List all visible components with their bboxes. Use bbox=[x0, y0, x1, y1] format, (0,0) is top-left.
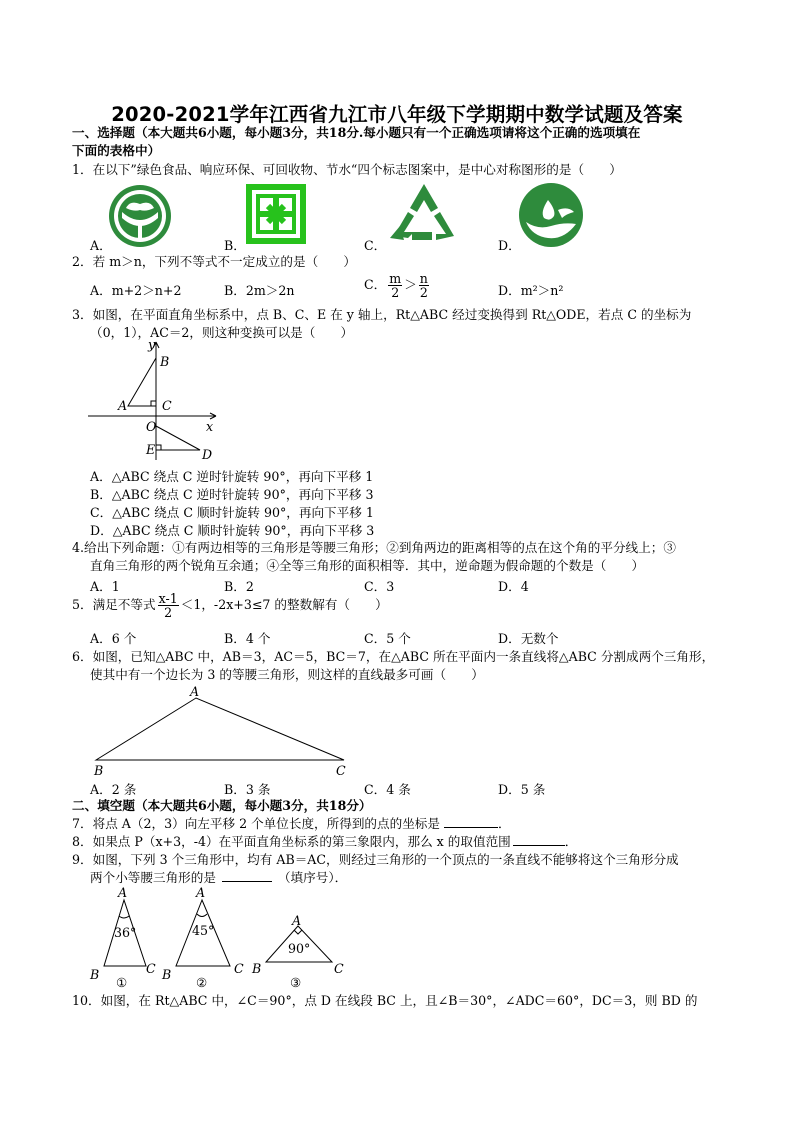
q5-fraction bbox=[158, 592, 179, 619]
q3-option-d[interactable]: D．△ABC 绕点 C 顺时针旋转 90°，再向下平移 3 bbox=[90, 523, 375, 538]
q2-option-a[interactable]: A．m+2＞n+2 bbox=[90, 283, 182, 298]
q9-line2-a: 两个小等腰三角形的是 bbox=[90, 870, 216, 885]
q3-label-c: C bbox=[162, 398, 172, 413]
q9-t1-label-a: A bbox=[118, 885, 128, 900]
q5-option-c[interactable]: C．5 个 bbox=[364, 631, 411, 646]
q1-text: 1．在以下”绿色食品、响应环保、可回收物、节水“四个标志图案中，是中心对称图形的是（ ） bbox=[72, 162, 622, 177]
q6-line2: 使其中有一个边长为 3 的等腰三角形，则这样的直线最多可画（ ） bbox=[90, 667, 484, 682]
q4-option-c[interactable]: C．3 bbox=[364, 579, 395, 594]
recycle-environment-logo bbox=[246, 184, 306, 244]
q4-option-a[interactable]: A．1 bbox=[90, 579, 120, 594]
q9-t2-label-a: A bbox=[196, 885, 206, 900]
q3-label-o: O bbox=[146, 419, 157, 434]
q5-option-b[interactable]: B．4 个 bbox=[224, 631, 271, 646]
q5-frac-den: 2 bbox=[164, 605, 173, 620]
q6-triangle-figure bbox=[94, 696, 350, 764]
q9-t2-label-b: B bbox=[162, 967, 172, 982]
section1-heading-cont: 下面的表格中） bbox=[72, 143, 161, 158]
q6-label-a: A bbox=[190, 684, 200, 699]
q3-label-d: D bbox=[202, 447, 213, 462]
green-food-logo bbox=[108, 184, 172, 248]
q7-answer-blank[interactable] bbox=[444, 815, 498, 828]
q8-end: ． bbox=[564, 834, 578, 849]
water-saving-logo bbox=[518, 182, 584, 248]
q2-option-b[interactable]: B．2m＞2n bbox=[224, 283, 295, 298]
q1-option-b[interactable]: B． bbox=[224, 238, 246, 253]
q8-question: 8．如果点 P（x+3，-4）在平面直角坐标系的第三象限内，那么 x 的取值范围 bbox=[72, 834, 511, 849]
q1-option-d[interactable]: D． bbox=[498, 238, 521, 253]
q9-t3-angle: 90° bbox=[288, 941, 311, 956]
q9-t1-label-b: B bbox=[90, 967, 100, 982]
q9-t1-angle: 36° bbox=[114, 925, 137, 940]
q10-text: 10．如图，在 Rt△ABC 中，∠C＝90°，点 D 在线段 BC 上，且∠B＝30°，∠ADC＝60°，DC＝3，则 BD 的 bbox=[72, 993, 698, 1008]
q3-option-b[interactable]: B．△ABC 绕点 C 逆时针旋转 90°，再向下平移 3 bbox=[90, 487, 374, 502]
q9-t3-label-a: A bbox=[292, 913, 302, 928]
q5-option-d[interactable]: D．无数个 bbox=[498, 631, 559, 646]
q8-answer-blank[interactable] bbox=[513, 833, 565, 846]
q2-c-right-fraction bbox=[419, 272, 429, 299]
q5-suffix: ＜1，-2x+3≤7 的整数解有（ ） bbox=[180, 597, 388, 612]
q7-end: ． bbox=[498, 816, 511, 831]
q9-line2 bbox=[90, 869, 347, 887]
q9-t3-number: ③ bbox=[290, 975, 302, 990]
q2-option-c-label: C． bbox=[364, 277, 387, 292]
q6-option-a[interactable]: A．2 条 bbox=[90, 782, 137, 797]
q9-t1-number: ① bbox=[116, 975, 128, 990]
q8-text bbox=[72, 833, 577, 851]
q6-option-b[interactable]: B．3 条 bbox=[224, 782, 271, 797]
q4-option-d[interactable]: D．4 bbox=[498, 579, 529, 594]
q6-option-d[interactable]: D．5 条 bbox=[498, 782, 546, 797]
q5-prefix: 5．满足不等式 bbox=[72, 597, 156, 612]
q3-option-c[interactable]: C．△ABC 绕点 C 顺时针旋转 90°，再向下平移 1 bbox=[90, 505, 374, 520]
q4-option-b[interactable]: B．2 bbox=[224, 579, 254, 594]
q9-t2-number: ② bbox=[196, 975, 208, 990]
q9-t1-label-c: C bbox=[146, 961, 156, 976]
q9-t3-label-c: C bbox=[334, 961, 344, 976]
q3-label-e: E bbox=[146, 442, 156, 457]
q2-c-operator: ＞ bbox=[404, 277, 417, 292]
q4-line2: 直角三角形的两个锐角互余通；④全等三角形的面积相等．其中，逆命题为假命题的个数是（ ） bbox=[90, 558, 645, 573]
section2-heading: 二、填空题（本大题共6小题，每小题3分，共18分） bbox=[72, 798, 372, 813]
q2-c-right-den: 2 bbox=[419, 285, 428, 300]
q9-line1: 9．如图，下列 3 个三角形中，均有 AB＝AC，则经过三角形的一个顶点的一条直线不能够将这个三角形分成 bbox=[72, 852, 679, 867]
q3-line1: 3．如图，在平面直角坐标系中，点 B、C、E 在 y 轴上，Rt△ABC 经过变换得到 Rt△ODE，若点 C 的坐标为 bbox=[72, 307, 692, 322]
q2-c-left-den: 2 bbox=[391, 285, 400, 300]
q9-answer-blank[interactable] bbox=[222, 869, 272, 882]
q3-label-x: x bbox=[206, 419, 214, 434]
q9-t2-label-c: C bbox=[234, 961, 244, 976]
q2-c-right-num: n bbox=[419, 271, 428, 286]
q6-option-c[interactable]: C．4 条 bbox=[364, 782, 411, 797]
q3-label-b: B bbox=[160, 354, 170, 369]
q9-t2-angle: 45° bbox=[192, 923, 215, 938]
q2-c-left-num: m bbox=[389, 271, 402, 286]
q3-line2: （0，1），AC＝2，则这种变换可以是（ ） bbox=[90, 325, 354, 340]
q2-option-c[interactable] bbox=[364, 272, 431, 299]
q9-line2-b: （填序号）． bbox=[277, 870, 348, 885]
q9-t3-label-b: B bbox=[252, 961, 262, 976]
q4-line1: 4.给出下列命题：①有两边相等的三角形是等腰三角形；②到角两边的距离相等的点在这个角的平分线上；③ bbox=[72, 540, 676, 555]
recyclable-logo bbox=[386, 182, 462, 246]
q2-option-d[interactable]: D．m²＞n² bbox=[498, 283, 564, 298]
section1-heading: 一、选择题（本大题共6小题，每小题3分，共18分.每小题只有一个正确选项请将这个正确的选项填在 bbox=[72, 125, 641, 140]
q5-option-a[interactable]: A．6 个 bbox=[90, 631, 137, 646]
q2-c-left-fraction bbox=[388, 272, 402, 299]
q5-frac-num: x-1 bbox=[158, 591, 178, 606]
page-title: 2020-2021学年江西省九江市八年级下学期期中数学试题及答案 bbox=[111, 103, 683, 126]
q3-option-a[interactable]: A．△ABC 绕点 C 逆时针旋转 90°，再向下平移 1 bbox=[90, 469, 374, 484]
q1-option-c[interactable]: C． bbox=[364, 238, 387, 253]
q7-text bbox=[72, 815, 511, 833]
q6-label-b: B bbox=[94, 763, 104, 778]
q7-question: 7．将点 A（2，3）向左平移 2 个单位长度，所得到的点的坐标是 bbox=[72, 816, 440, 831]
q3-label-a: A bbox=[118, 398, 128, 413]
q6-line1: 6．如图，已知△ABC 中，AB＝3，AC＝5，BC＝7，在△ABC 所在平面内一条直线将△ABC 分割成两个三角形， bbox=[72, 649, 715, 664]
q2-text: 2．若 m＞n，下列不等式不一定成立的是（ ） bbox=[72, 254, 356, 269]
q1-option-a[interactable]: A． bbox=[90, 238, 112, 253]
q3-label-y: y bbox=[148, 337, 156, 352]
q6-label-c: C bbox=[336, 763, 346, 778]
q5-text bbox=[72, 592, 388, 619]
